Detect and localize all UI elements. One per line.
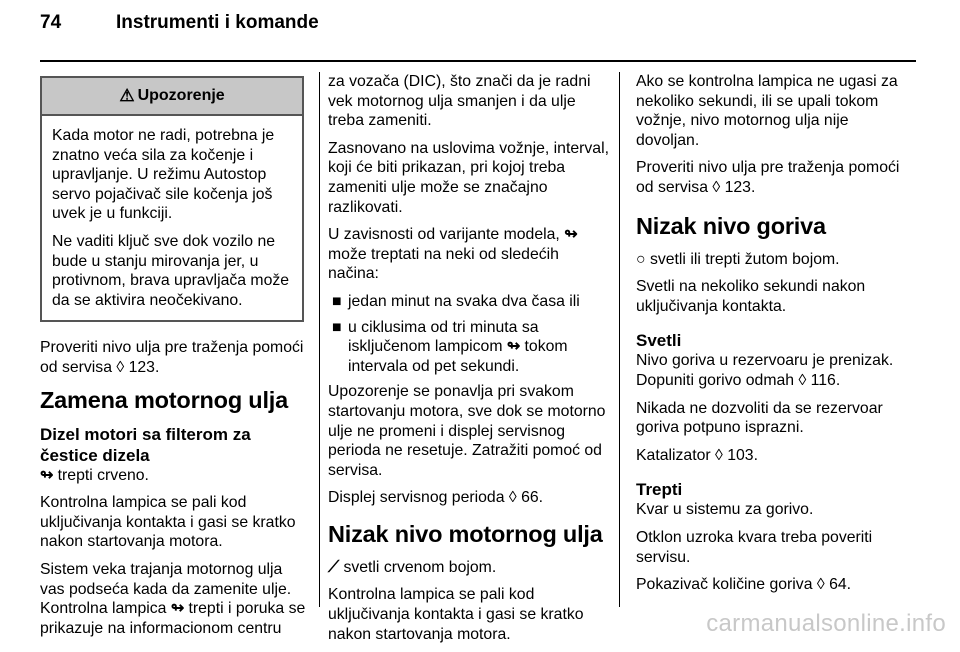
bullet-icon: ■ [332,292,342,310]
page-number: 74 [40,12,62,33]
model-variant-text: U zavisnosti od varijante modela, [328,226,560,244]
fuel-reserve-ref[interactable]: 116. [810,371,841,389]
warning-header [42,78,302,116]
continuation-paragraph: za vozača (DIC), što znači da je radni vek motornog ulja smanjen i da ulje treba zameniti. [328,73,591,130]
warning-icon: ⚠ [119,86,135,106]
list-item [328,318,610,377]
page-ref-icon: ◊ [508,489,517,507]
fuel-lamp-paragraph: Svetli na nekoliko sekundi nakon uključivanja kontakta. [636,278,866,315]
repeat-warning-paragraph: Upozorenje se ponavlja pri svakom startovanju motora, sve dok se motorno ulje ne promeni i displej servisnog perioda ne resetuje. Zatražiti pomoć od servisa. [328,383,606,479]
subheading-flashing: Trepti [636,480,683,500]
oil-can-icon: ↬ [564,226,578,244]
warning-text-2: Ne vaditi ključ sve dok vozilo ne bude u stanju mirovanja jer, u protivnom, brava upravljača može da se aktivira neočekivano. [52,232,290,309]
check-oil-ref[interactable]: 123. [128,358,160,376]
oil-life-text: Sistem veka trajanja motornog ulja vas podseća kada da zamenite ulje. Kontrolna lampica [40,560,292,618]
oil-life-paragraph [40,560,306,638]
section-heading-low-fuel: Nizak nivo goriva [636,212,826,239]
page-header [40,12,319,34]
list-item-text-tail: tokom intervala od pet sekundi. [348,338,568,375]
service-display-ref[interactable]: 66. [521,489,544,507]
fuel-reserve-paragraph [636,351,916,390]
service-fix-paragraph: Otklon uzroka kvara treba poveriti servisu. [636,528,873,566]
check-oil-paragraph [636,158,916,197]
column-3 [636,72,916,603]
fuel-gauge-ref[interactable]: 64. [829,576,852,594]
subheading-diesel: Dizel motori sa filterom za čestice dizela [40,424,251,465]
warning-body [42,116,302,320]
fuel-fault-paragraph: Kvar u sistemu za gorivo. [636,501,814,519]
fuel-indicator-text: svetli ili trepti žutom bojom. [649,250,840,268]
check-oil-paragraph [40,338,306,377]
page-ref-icon: ◊ [712,178,721,196]
oil-can-icon: ↬ [170,600,185,618]
low-oil-lamp-paragraph: Kontrolna lampica se pali kod uključivanja kontakta i gasi se kratko nakon startovanja motora. [328,586,584,643]
catalyst-ref[interactable]: 103. [727,446,758,464]
column-divider-2 [619,72,620,607]
never-empty-paragraph: Nikada ne dozvoliti da se rezervoar goriva potpuno isprazni. [636,399,883,437]
flash-modes-list [328,292,610,376]
oil-indicator-text: trepti crveno. [57,466,149,484]
low-oil-indicator-line [328,558,610,578]
low-oil-indicator-text: svetli crvenom bojom. [343,558,497,576]
page-ref-icon: ◊ [798,371,807,389]
page-title: Instrumenti i komande [116,12,319,33]
catalyst-paragraph [636,446,916,466]
check-oil-ref[interactable]: 123. [724,178,756,196]
list-item [328,292,610,312]
list-item-text: u ciklusima od tri minuta sa isključenom lampicom [348,318,539,356]
oil-can-icon: ↬ [506,338,521,356]
bullet-icon: ■ [332,318,342,336]
catalyst-text: Katalizator [636,446,711,464]
service-display-paragraph [328,488,610,508]
section-heading-low-oil: Nizak nivo motornog ulja [328,520,603,547]
model-variant-paragraph [328,225,610,284]
lamp-not-off-paragraph: Ako se kontrolna lampica ne ugasi za nekoliko sekundi, ili se upali tokom vožnje, nivo motornog ulja nije dovoljan. [636,73,898,149]
section-heading-oil-change: Zamena motornog ulja [40,386,288,413]
fuel-gauge-text: Pokazivač količine goriva [636,576,813,594]
column-1 [40,72,306,646]
header-rule [40,60,916,62]
fuel-indicator-icon: ○ [636,250,646,268]
column-divider-1 [319,72,320,607]
watermark: carmanualsonline.info [706,610,946,637]
warning-title: Upozorenje [137,87,225,105]
model-variant-text-tail: može treptati na neki od sledećih načina: [328,245,559,283]
warning-box [40,76,304,322]
fuel-gauge-paragraph [636,575,916,595]
column-2 [328,72,610,652]
check-oil-text: Proveriti nivo ulja pre traženja pomoći od servisa [40,339,304,376]
warning-text-1: Kada motor ne radi, potrebna je znatno veća sila za kočenje i upravljanje. U režimu Autostop servo pojačivač sile kočenja još uvek je u funkciji. [52,127,275,223]
oil-can-icon: ↬ [40,466,54,484]
page-ref-icon: ◊ [816,576,825,594]
service-display-text: Displej servisnog perioda [328,489,505,507]
page-ref-icon: ◊ [116,358,125,376]
oil-indicator-line [40,466,306,486]
oil-life-text-tail: trepti i poruka se prikazuje na informacionom centru [40,600,306,637]
fuel-indicator-line [636,250,916,270]
driving-conditions-paragraph: Zasnovano na uslovima vožnje, interval, koji će biti prikazan, pri kojoj treba zameniti ulje može se značajno razlikovati. [328,139,609,216]
subheading-lit: Svetli [636,331,682,351]
control-lamp-paragraph: Kontrolna lampica se pali kod uključivanja kontakta i gasi se kratko nakon startovanja motora. [40,494,296,551]
oil-level-icon: ⟋ [328,558,340,576]
list-item-text: jedan minut na svaka dva časa ili [348,292,580,310]
fuel-reserve-text: Nivo goriva u rezervoaru je prenizak. Dopuniti gorivo odmah [636,352,894,389]
check-oil-text: Proveriti nivo ulja pre traženja pomoći od servisa [636,159,900,196]
page-ref-icon: ◊ [715,446,723,464]
